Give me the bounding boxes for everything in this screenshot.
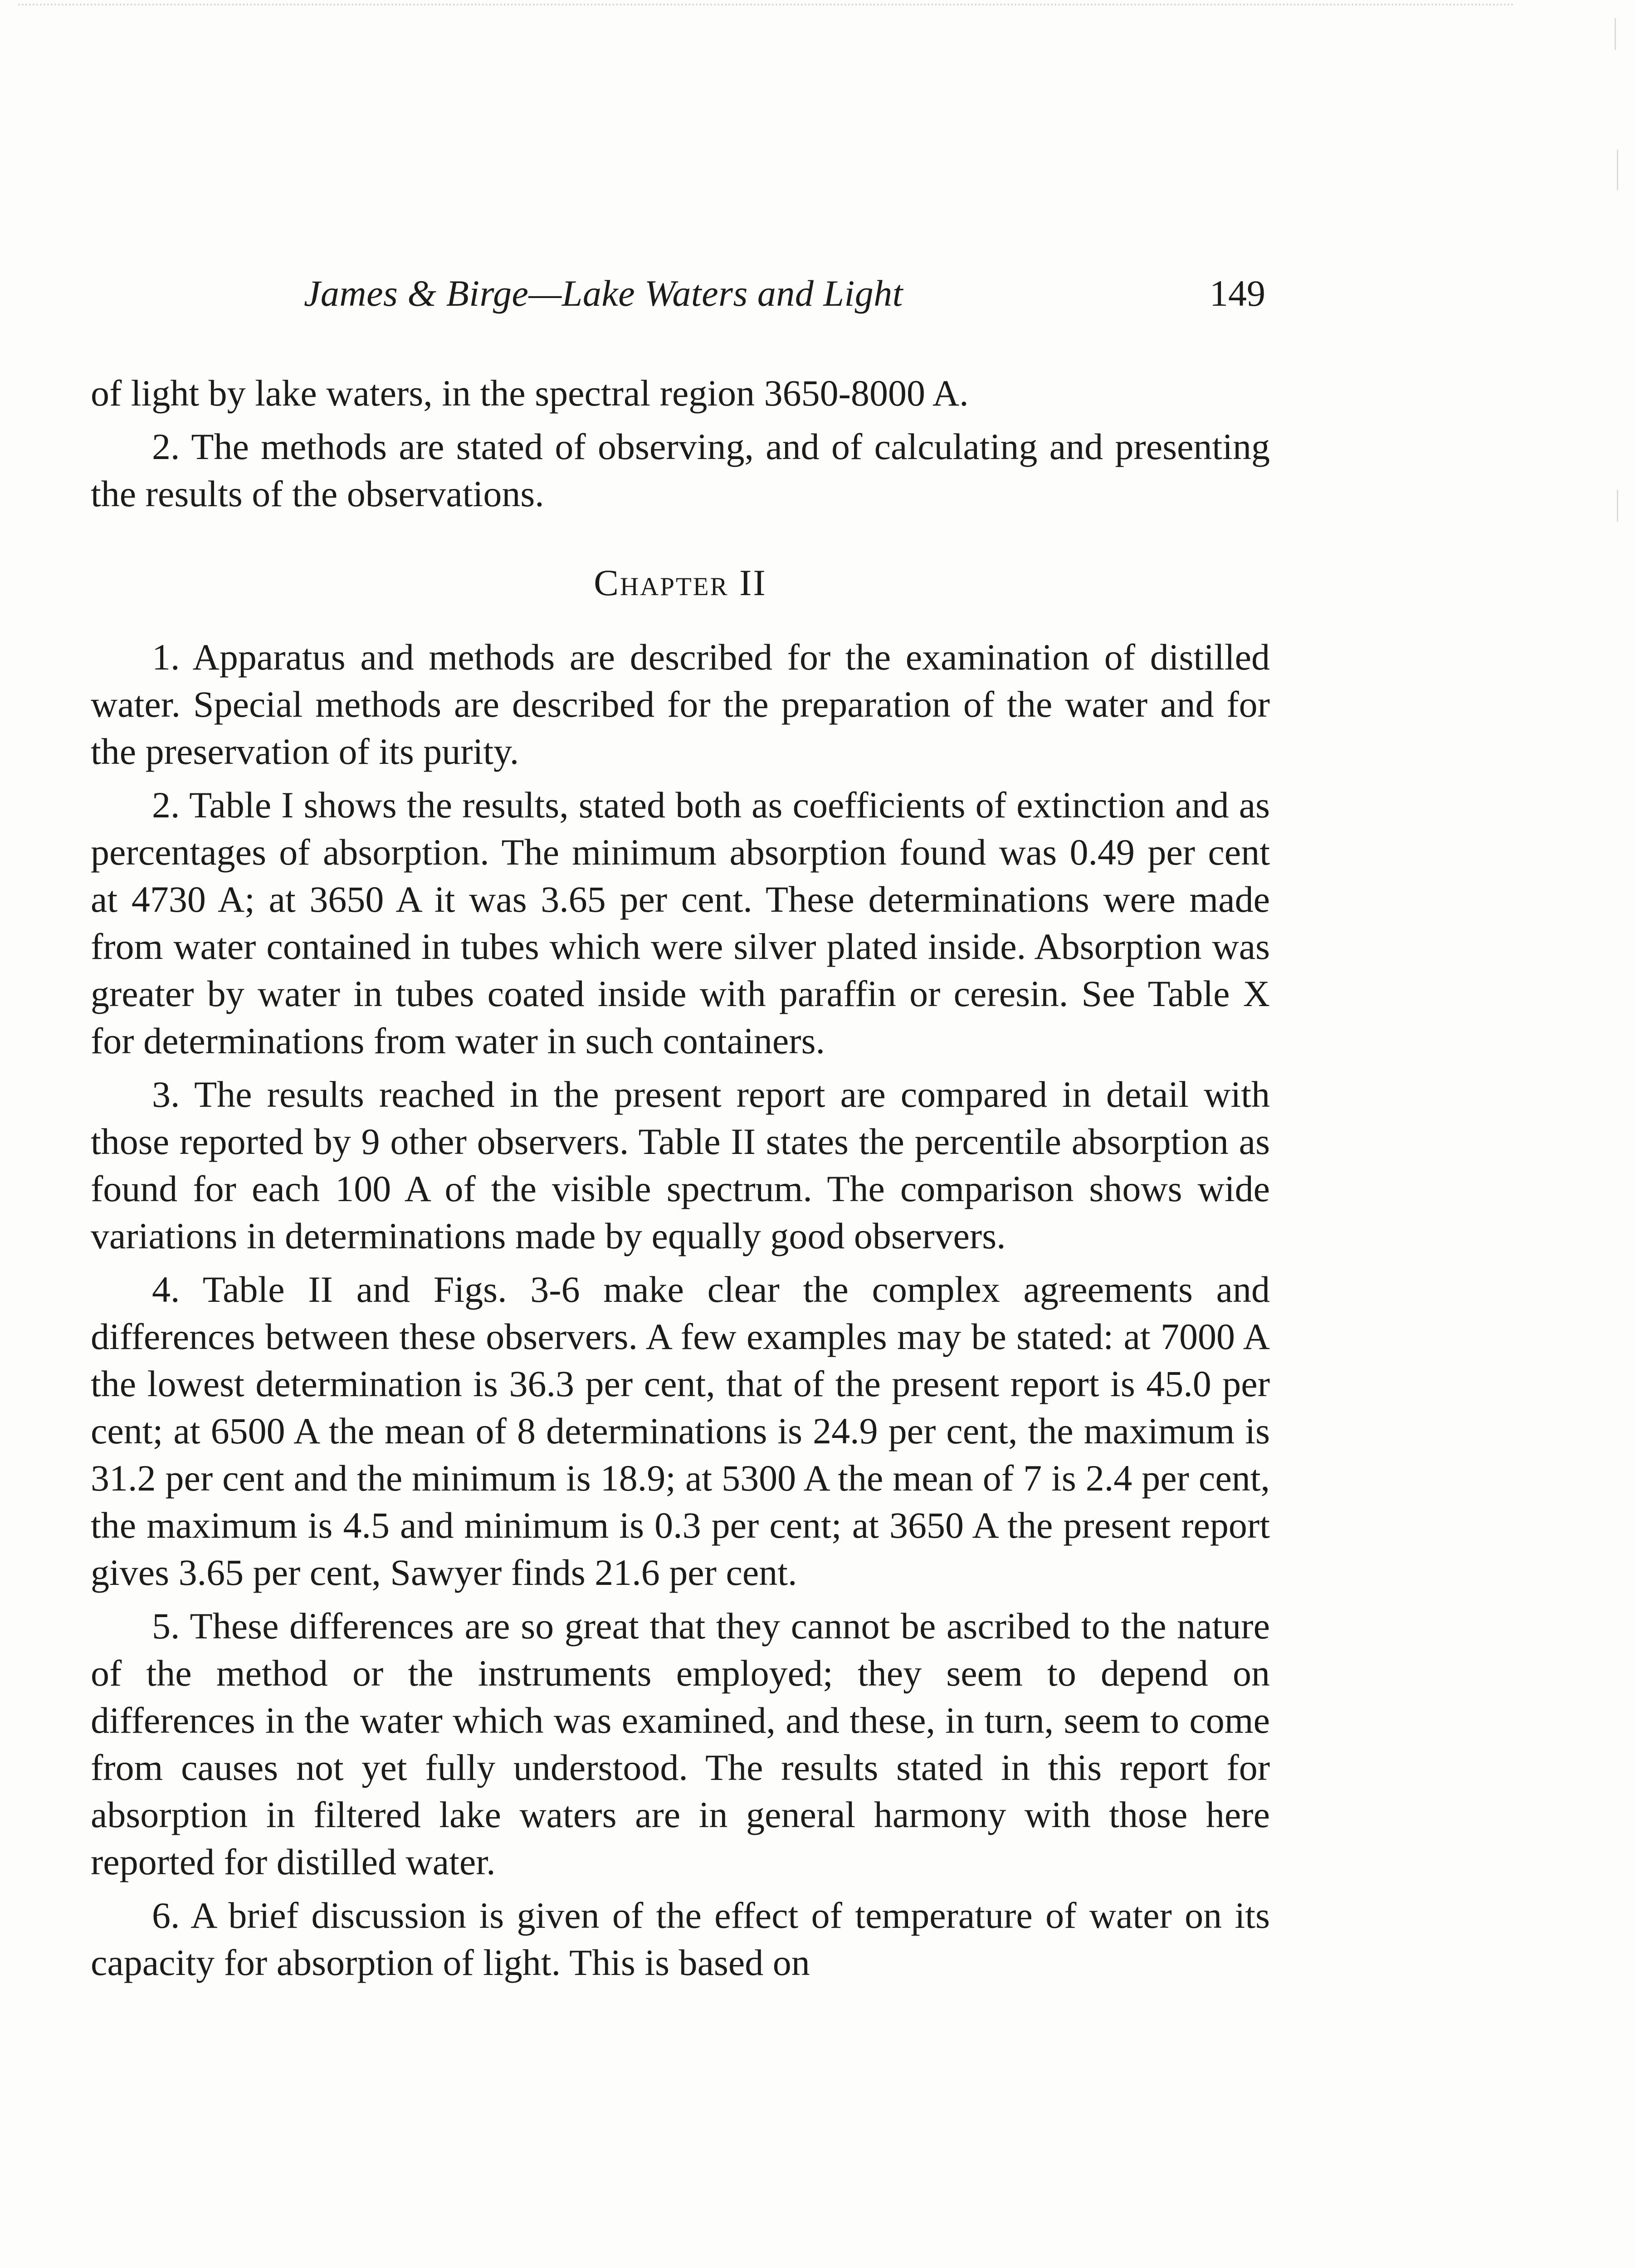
scan-margin-mark: [1617, 490, 1618, 522]
scan-margin-mark: [1615, 18, 1616, 50]
summary-item-5: 5. These differences are so great that they cannot be ascribed to the nature of the method or the instruments employed; they seem to depend on differences in the water which was examined, and these, in turn, seem to come from causes not yet fully understood. The results stated in this report for absorption in filtered lake waters are in general harmony with those here reported for distilled water.: [91, 1605, 1270, 1882]
scan-top-edge: [18, 4, 1515, 8]
body-text: [91, 370, 1270, 1993]
summary-item-1: 1. Apparatus and methods are described for the examination of distilled water. Special methods are described for the preparation of the water and for the preservation of its purity.: [91, 636, 1270, 772]
scan-margin-mark: [1617, 150, 1618, 191]
running-title: James & Birge—Lake Waters and Light: [304, 273, 903, 314]
chapter-heading: Chapter II: [594, 562, 767, 603]
summary-item-6: 6. A brief discussion is given of the effect of temperature of water on its capacity for absorption of light. This is based on: [91, 1895, 1270, 1983]
page-number: 149: [1210, 273, 1265, 314]
page-header: [91, 272, 1270, 336]
summary-item-4: 4. Table II and Figs. 3-6 make clear the complex agreements and differences between these observers. A few examples may be stated: at 7000 A the lowest determination is 36.3 per cent, that of the present report is 45.0 per cent; at 6500 A the mean of 8 determinations is 24.9 per cent, the maximum is 31.2 per cent and the minimum is 18.9; at 5300 A the mean of 7 is 2.4 per cent, the maximum is 4.5 and minimum is 0.3 per cent; at 3650 A the present report gives 3.65 per cent, Sawyer finds 21.6 per cent.: [91, 1269, 1270, 1593]
summary-item-2: 2. Table I shows the results, stated both as coefficients of extinction and as percentages of absorption. The minimum absorption found was 0.49 per cent at 4730 A; at 3650 A it was 3.65 per cent. These determinations were made from water contained in tubes which were silver plated inside. Absorption was greater by water in tubes coated inside with paraffin or ceresin. See Table X for determinations from water in such containers.: [91, 784, 1270, 1061]
summary-item-3: 3. The results reached in the present report are compared in detail with those reported by 9 other observers. Table II states the percentile absorption as found for each 100 A of the visible spectrum. The comparison shows wide variations in determinations made by equally good observers.: [91, 1074, 1270, 1256]
intro-item-2: 2. The methods are stated of observing, and of calculating and presenting the results of the observations.: [91, 426, 1270, 514]
intro-continuation: of light by lake waters, in the spectral region 3650-8000 A.: [91, 372, 969, 414]
